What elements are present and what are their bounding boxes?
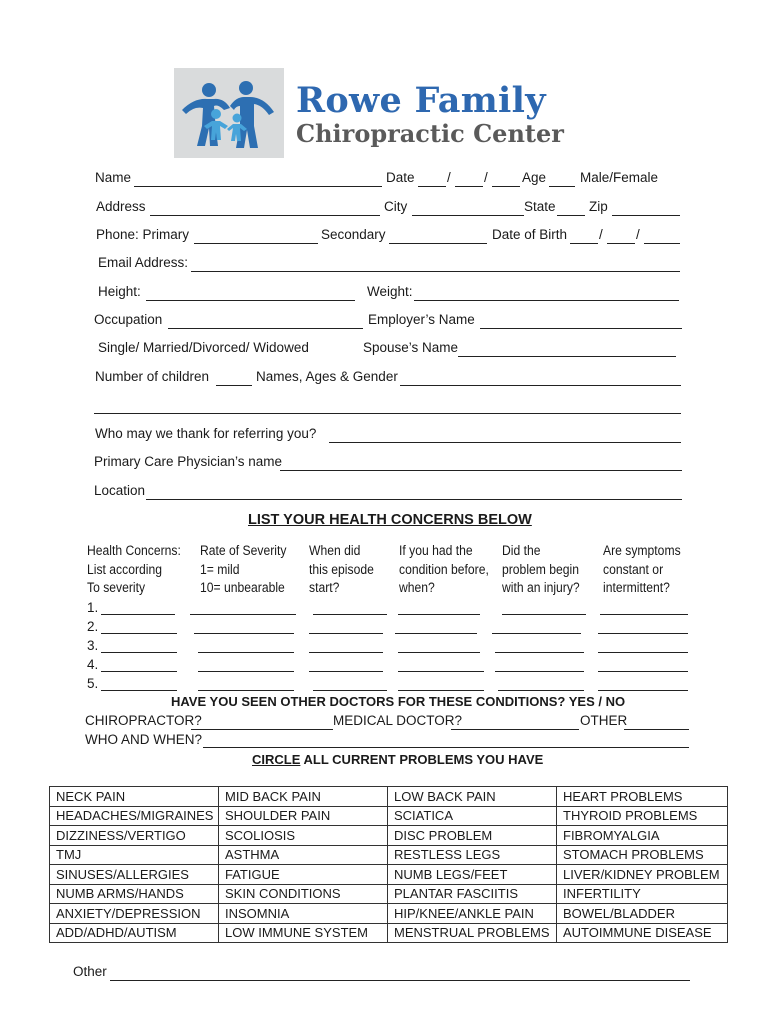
dob-slash-2: / xyxy=(636,227,640,242)
concern-2-injury-field[interactable] xyxy=(492,633,581,634)
email-label: Email Address: xyxy=(98,255,189,270)
problem-menstrual[interactable]: MENSTRUAL PROBLEMS xyxy=(388,923,557,943)
problem-neck-pain[interactable]: NECK PAIN xyxy=(50,787,219,807)
date-label: Date xyxy=(386,170,415,185)
problem-scoliosis[interactable]: SCOLIOSIS xyxy=(219,826,388,846)
col-before-line-2: condition before, xyxy=(399,561,489,577)
concern-5-symptoms-field[interactable] xyxy=(598,690,688,691)
other-problems-label: Other xyxy=(73,964,107,979)
who-when-label: WHO AND WHEN? xyxy=(85,732,203,747)
problem-liver-kidney[interactable]: LIVER/KIDNEY PROBLEM xyxy=(557,865,728,885)
logo-title: Rowe Family xyxy=(296,80,546,121)
height-label: Height: xyxy=(98,284,141,299)
phone-secondary-label: Secondary xyxy=(321,227,386,242)
col-start-line-3: start? xyxy=(309,580,340,595)
problem-thyroid[interactable]: THYROID PROBLEMS xyxy=(557,806,728,826)
problem-heart-problems[interactable]: HEART PROBLEMS xyxy=(557,787,728,807)
problem-add[interactable]: ADD/ADHD/AUTISM xyxy=(50,923,219,943)
address-label: Address xyxy=(96,199,146,214)
phone-secondary-field[interactable] xyxy=(389,243,487,244)
col-injury-line-3: with an injury? xyxy=(502,580,580,595)
concern-2-before-field[interactable] xyxy=(395,633,477,634)
concern-3-symptoms-field[interactable] xyxy=(598,652,688,653)
concern-1-before-field[interactable] xyxy=(398,614,480,615)
problem-tmj[interactable]: TMJ xyxy=(50,845,219,865)
names-ages-field[interactable] xyxy=(400,385,681,386)
concern-row-2-number: 2. xyxy=(87,619,99,634)
concern-2-severity-field[interactable] xyxy=(194,633,294,634)
table-row xyxy=(50,884,728,904)
dob-day-field[interactable] xyxy=(607,243,635,244)
table-row xyxy=(50,904,728,924)
problem-hip-knee[interactable]: HIP/KNEE/ANKLE PAIN xyxy=(388,904,557,924)
col-symptoms-line-1: Are symptoms xyxy=(603,543,681,558)
problem-mid-back-pain[interactable]: MID BACK PAIN xyxy=(219,787,388,807)
concern-row-3-number: 3. xyxy=(87,638,99,653)
concern-2-start-field[interactable] xyxy=(309,633,383,634)
concern-row-5-number: 5. xyxy=(87,676,99,691)
chiropractor-label: CHIROPRACTOR? xyxy=(85,713,202,728)
concerns-col-health xyxy=(87,542,181,598)
concern-4-symptoms-field[interactable] xyxy=(598,671,688,672)
concerns-col-before xyxy=(399,542,489,598)
who-when-field[interactable] xyxy=(203,747,689,748)
weight-field[interactable] xyxy=(414,300,679,301)
concerns-col-symptoms xyxy=(603,542,681,598)
concern-1-severity-field[interactable] xyxy=(190,614,296,615)
occupation-label: Occupation xyxy=(94,312,163,327)
table-row xyxy=(50,923,728,943)
name-label: Name xyxy=(95,170,132,185)
problems-table xyxy=(49,786,728,943)
col-start-line-2: this episode xyxy=(309,561,374,577)
problem-dizziness[interactable]: DIZZINESS/VERTIGO xyxy=(50,826,219,846)
table-row xyxy=(50,806,728,826)
problem-asthma[interactable]: ASTHMA xyxy=(219,845,388,865)
concern-4-severity-field[interactable] xyxy=(198,671,294,672)
date-slash-2: / xyxy=(484,170,488,185)
state-label: State xyxy=(524,199,556,214)
children-label: Number of children xyxy=(95,369,210,384)
col-before-line-1: If you had the xyxy=(399,543,473,558)
concern-3-injury-field[interactable] xyxy=(495,652,584,653)
phone-primary-field[interactable] xyxy=(194,243,318,244)
dob-month-field[interactable] xyxy=(570,243,598,244)
concern-3-start-field[interactable] xyxy=(309,652,383,653)
concerns-title: LIST YOUR HEALTH CONCERNS BELOW xyxy=(248,512,532,528)
logo-subtitle: Chiropractic Center xyxy=(296,119,564,148)
problem-fibromyalgia[interactable]: FIBROMYALGIA xyxy=(557,826,728,846)
concern-5-before-field[interactable] xyxy=(398,690,484,691)
other-doctors-question: HAVE YOU SEEN OTHER DOCTORS FOR THESE CONDITIONS? YES / NO xyxy=(171,694,626,709)
concern-3-field[interactable] xyxy=(101,652,177,653)
concern-5-severity-field[interactable] xyxy=(198,690,294,691)
chiropractor-field[interactable] xyxy=(191,729,333,730)
col-symptoms-line-2: constant or xyxy=(603,561,664,577)
table-row xyxy=(50,787,728,807)
children-count-field[interactable] xyxy=(216,385,252,386)
col-health-line-3: To severity xyxy=(87,580,146,595)
problem-plantar[interactable]: PLANTAR FASCIITIS xyxy=(388,884,557,904)
problem-anxiety[interactable]: ANXIETY/DEPRESSION xyxy=(50,904,219,924)
concern-3-severity-field[interactable] xyxy=(198,652,294,653)
occupation-field[interactable] xyxy=(168,328,363,329)
problem-bowel[interactable]: BOWEL/BLADDER xyxy=(557,904,728,924)
city-label: City xyxy=(384,199,408,214)
col-symptoms-line-3: intermittent? xyxy=(603,580,670,595)
problem-insomnia[interactable]: INSOMNIA xyxy=(219,904,388,924)
problem-stomach[interactable]: STOMACH PROBLEMS xyxy=(557,845,728,865)
logo-image xyxy=(174,68,284,158)
problem-immune[interactable]: LOW IMMUNE SYSTEM xyxy=(219,923,388,943)
problem-low-back-pain[interactable]: LOW BACK PAIN xyxy=(388,787,557,807)
col-injury-line-2: problem begin xyxy=(502,561,580,577)
problems-heading xyxy=(252,752,543,767)
concern-row-1-number: 1. xyxy=(87,600,99,615)
location-field[interactable] xyxy=(146,499,682,500)
concern-1-field[interactable] xyxy=(101,614,175,615)
names-ages-field-2[interactable] xyxy=(94,413,681,414)
spouse-field[interactable] xyxy=(458,356,676,357)
age-field[interactable] xyxy=(549,186,575,187)
dob-slash-1: / xyxy=(599,227,603,242)
name-field[interactable] xyxy=(134,186,382,187)
email-field[interactable] xyxy=(191,271,680,272)
state-field[interactable] xyxy=(557,215,585,216)
problem-sinuses[interactable]: SINUSES/ALLERGIES xyxy=(50,865,219,885)
problem-sciatica[interactable]: SCIATICA xyxy=(388,806,557,826)
pcp-field[interactable] xyxy=(280,470,682,471)
referral-field[interactable] xyxy=(329,442,681,443)
table-row xyxy=(50,826,728,846)
family-figures-logo-icon xyxy=(174,68,284,158)
problem-shoulder-pain[interactable]: SHOULDER PAIN xyxy=(219,806,388,826)
height-field[interactable] xyxy=(146,300,355,301)
address-field[interactable] xyxy=(150,215,380,216)
concerns-col-start xyxy=(309,542,374,598)
problem-disc[interactable]: DISC PROBLEM xyxy=(388,826,557,846)
medical-doctor-label: MEDICAL DOCTOR? xyxy=(333,713,463,728)
problem-infertility[interactable]: INFERTILITY xyxy=(557,884,728,904)
medical-doctor-field[interactable] xyxy=(451,729,579,730)
col-health-line-1: Health Concerns: xyxy=(87,543,181,558)
col-injury-line-1: Did the xyxy=(502,543,541,558)
col-before-line-3: when? xyxy=(399,580,435,595)
marital-status-label[interactable]: Single/ Married/Divorced/ Widowed xyxy=(98,340,309,355)
concern-row-4-number: 4. xyxy=(87,657,99,672)
concern-4-before-field[interactable] xyxy=(398,671,484,672)
spouse-label: Spouse’s Name xyxy=(363,340,459,355)
age-label: Age xyxy=(522,170,547,185)
referral-label: Who may we thank for referring you? xyxy=(95,426,317,441)
sex-label: Male/Female xyxy=(580,170,659,185)
city-field[interactable] xyxy=(412,215,524,216)
concern-4-injury-field[interactable] xyxy=(495,671,584,672)
employer-label: Employer’s Name xyxy=(368,312,475,327)
col-severity-line-2: 1= mild xyxy=(200,561,240,577)
other-doctor-label: OTHER xyxy=(580,713,628,728)
problem-headaches[interactable]: HEADACHES/MIGRAINES xyxy=(50,806,219,826)
problem-autoimmune[interactable]: AUTOIMMUNE DISEASE xyxy=(557,923,728,943)
date-day-field[interactable] xyxy=(455,186,483,187)
concern-2-symptoms-field[interactable] xyxy=(598,633,688,634)
zip-label: Zip xyxy=(589,199,608,214)
problem-numb-arms[interactable]: NUMB ARMS/HANDS xyxy=(50,884,219,904)
col-severity-line-3: 10= unbearable xyxy=(200,580,285,595)
dob-year-field[interactable] xyxy=(644,243,680,244)
col-health-line-2: List according xyxy=(87,561,162,577)
zip-field[interactable] xyxy=(612,215,680,216)
problem-restless-legs[interactable]: RESTLESS LEGS xyxy=(388,845,557,865)
concern-4-field[interactable] xyxy=(101,671,177,672)
weight-label: Weight: xyxy=(367,284,413,299)
date-year-field[interactable] xyxy=(492,186,520,187)
employer-field[interactable] xyxy=(480,328,682,329)
phone-primary-label: Phone: Primary xyxy=(96,227,190,242)
names-ages-label: Names, Ages & Gender xyxy=(256,369,398,384)
concern-5-field[interactable] xyxy=(101,690,177,691)
date-slash-1: / xyxy=(447,170,451,185)
pcp-label: Primary Care Physician’s name xyxy=(94,454,283,469)
concern-4-start-field[interactable] xyxy=(309,671,383,672)
problems-heading-circle: CIRCLE xyxy=(252,752,301,767)
concern-3-before-field[interactable] xyxy=(398,652,480,653)
problems-heading-rest: ALL CURRENT PROBLEMS YOU HAVE xyxy=(300,752,544,767)
problem-numb-legs[interactable]: NUMB LEGS/FEET xyxy=(388,865,557,885)
other-problems-field[interactable] xyxy=(110,980,690,981)
col-severity-line-1: Rate of Severity xyxy=(200,543,287,558)
dob-label: Date of Birth xyxy=(492,227,568,242)
concerns-col-injury xyxy=(502,542,580,598)
location-label: Location xyxy=(94,483,146,498)
problem-skin[interactable]: SKIN CONDITIONS xyxy=(219,884,388,904)
concern-2-field[interactable] xyxy=(101,633,177,634)
date-month-field[interactable] xyxy=(418,186,446,187)
concerns-col-severity xyxy=(200,542,286,598)
col-start-line-1: When did xyxy=(309,543,361,558)
table-row xyxy=(50,845,728,865)
concern-5-injury-field[interactable] xyxy=(498,690,584,691)
problem-fatigue[interactable]: FATIGUE xyxy=(219,865,388,885)
concern-1-start-field[interactable] xyxy=(313,614,387,615)
concern-1-symptoms-field[interactable] xyxy=(600,614,688,615)
table-row xyxy=(50,865,728,885)
concern-5-start-field[interactable] xyxy=(313,690,387,691)
other-doctor-field[interactable] xyxy=(624,729,689,730)
concern-1-injury-field[interactable] xyxy=(502,614,586,615)
